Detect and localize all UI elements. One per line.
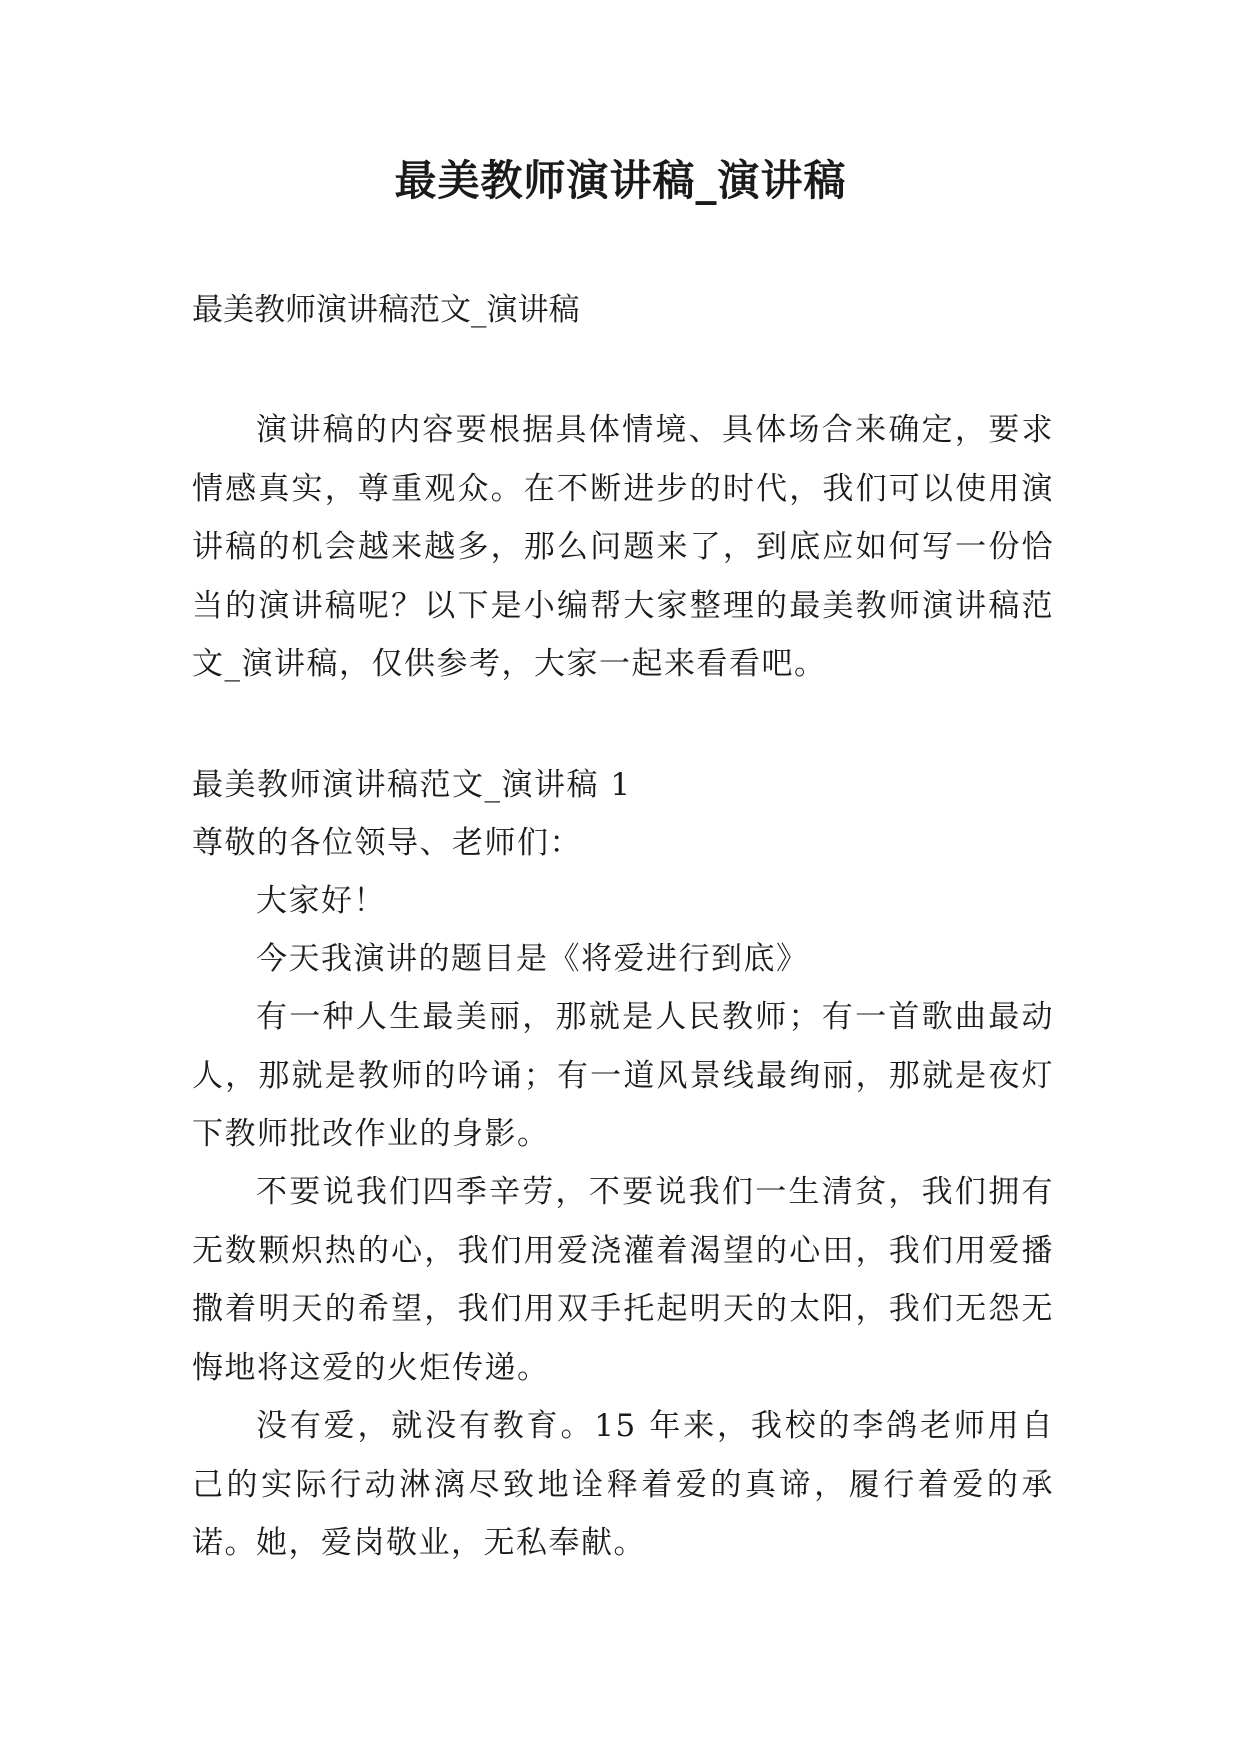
body-paragraph-1: 有一种人生最美丽，那就是人民教师；有一首歌曲最动人，那就是教师的吟诵；有一道风景线最绚丽，那就是夜灯下教师批改作业的身影。 [192,999,1054,1152]
hello-line: 大家好！ [256,883,386,919]
body-paragraph-2: 不要说我们四季辛劳，不要说我们一生清贫，我们拥有无数颗炽热的心，我们用爱浇灌着渴望的心田，我们用爱播撒着明天的希望，我们用双手托起明天的太阳，我们无怨无悔地将这爱的火炬传递。 [192,1174,1054,1386]
document-title: 最美教师演讲稿_演讲稿 [394,156,847,205]
topic-line: 今天我演讲的题目是《将爱进行到底》 [256,941,809,977]
intro-paragraph: 演讲稿的内容要根据具体情境、具体场合来确定，要求情感真实，尊重观众。在不断进步的时代，我们可以使用演讲稿的机会越来越多，那么问题来了，到底应如何写一份恰当的演讲稿呢？以下是小编帮大家整理的最美教师演讲稿范文_演讲稿，仅供参考，大家一起来看看吧。 [192,412,1054,682]
document-subtitle: 最美教师演讲稿范文_演讲稿 [192,292,580,328]
body-paragraph-3: 没有爱，就没有教育。15 年来，我校的李鸽老师用自己的实际行动淋漓尽致地诠释着爱的真谛，履行着爱的承诺。 [192,1408,1054,1561]
greeting-line: 尊敬的各位领导、老师们： [192,825,582,861]
body-paragraph-4: 她，爱岗敬业，无私奉献。 [256,1525,646,1561]
section-heading: 最美教师演讲稿范文_演讲稿 1 [192,767,632,803]
